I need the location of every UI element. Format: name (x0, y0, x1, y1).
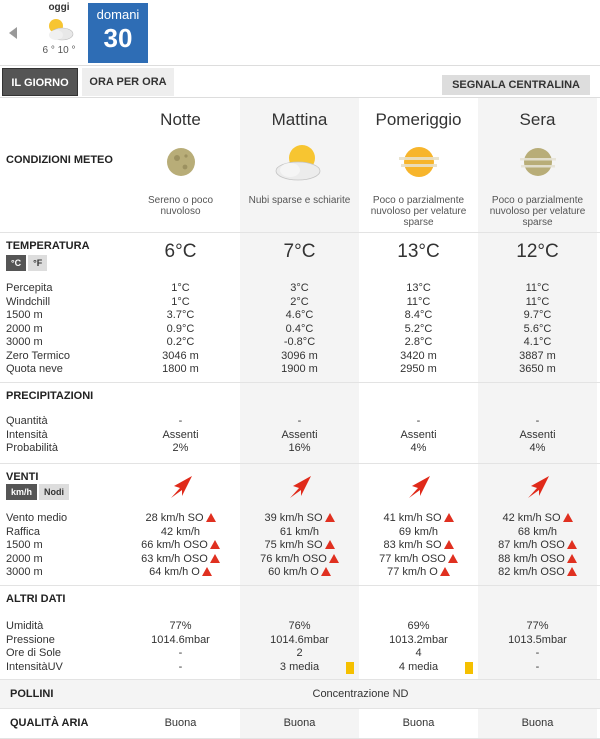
wind-value-row (240, 553, 359, 567)
today-card[interactable] (34, 2, 84, 56)
wind-value-row (478, 526, 597, 540)
wind-value: 75 km/h SO (264, 539, 323, 551)
wind-value: 61 km/h (279, 525, 320, 538)
warning-icon (448, 554, 458, 563)
wind-labels: Vento medio Raffica 1500 m 2000 m 3000 m (6, 512, 68, 578)
condition-text-sera: Poco o parzialmente nuvoloso per velature sparse (489, 195, 586, 228)
air-quality-title: QUALITÀ ARIA (10, 717, 89, 729)
today-temps: 6 ° 10 ° (42, 45, 76, 56)
wind-value: 39 km/h SO (264, 512, 323, 524)
other-values-mattina: 76% 1014.6mbar 2 3 media (270, 620, 329, 673)
wind-section (0, 464, 600, 586)
period-notte: Notte (160, 110, 201, 129)
air-quality-mattina: Buona (283, 717, 316, 729)
wind-value: 41 km/h SO (383, 512, 442, 524)
pollen-title: POLLINI (10, 688, 54, 700)
tab-ora-per-ora[interactable]: ORA PER ORA (82, 68, 174, 96)
wind-title: VENTI (6, 471, 39, 483)
uv-level-indicator (346, 662, 354, 674)
air-quality-sera: Buona (521, 717, 554, 729)
wind-direction-arrow-icon (406, 474, 432, 500)
wind-value: 42 km/h SO (502, 512, 561, 524)
label-windchill: Windchill (6, 295, 51, 308)
warning-icon (325, 513, 335, 522)
other-values-sera: 77% 1013.5mbar - - (508, 620, 567, 673)
tab-il-giorno[interactable]: IL GIORNO (2, 68, 78, 96)
warning-icon (329, 554, 339, 563)
precipitation-values-sera: - Assenti 4% (519, 415, 556, 454)
wind-values-notte (121, 512, 240, 580)
warning-icon (444, 513, 454, 522)
warning-icon (206, 513, 216, 522)
period-sera: Sera (519, 110, 556, 129)
report-station-button[interactable]: SEGNALA CENTRALINA (442, 75, 590, 95)
pollen-section (0, 680, 600, 709)
wind-value-row (359, 512, 478, 526)
previous-day-arrow-icon[interactable] (9, 27, 17, 39)
main-temp-pomeriggio: 13°C (397, 241, 440, 262)
main-temp-notte: 6°C (164, 241, 197, 262)
wind-value: 28 km/h SO (145, 512, 204, 524)
warning-icon (325, 540, 335, 549)
air-quality-pomeriggio: Buona (402, 717, 435, 729)
warning-icon (202, 567, 212, 576)
wind-value-row (121, 526, 240, 540)
wind-value-row (121, 512, 240, 526)
conditions-title: CONDIZIONI METEO (6, 154, 113, 166)
unit-kmh-button[interactable]: km/h (6, 484, 37, 500)
unit-celsius-button[interactable]: °C (6, 255, 26, 271)
condition-text-mattina: Nubi sparse e schiarite (248, 195, 351, 206)
unit-knots-button[interactable]: Nodi (39, 484, 69, 500)
wind-value: 66 km/h OSO (141, 539, 208, 551)
wind-value-row (478, 566, 597, 580)
warning-icon (210, 540, 220, 549)
wind-value: 77 km/h OSO (379, 552, 446, 565)
wind-value: 77 km/h O (387, 566, 438, 578)
temperature-labels (6, 282, 70, 377)
tomorrow-day-number: 30 (103, 23, 133, 53)
warning-icon (567, 540, 577, 549)
sun-cloud-icon (42, 15, 76, 43)
wind-value-row (359, 539, 478, 553)
warning-icon (444, 540, 454, 549)
precipitation-title: PRECIPITAZIONI (6, 390, 94, 402)
precipitation-labels: Quantità Intensità Probabilità (6, 415, 58, 454)
wind-value: 82 km/h OSO (498, 566, 565, 578)
label-percepita: Percepita (6, 282, 53, 294)
precipitation-values-pomeriggio: - Assenti 4% (400, 415, 437, 454)
wind-value-row (359, 526, 478, 540)
label-2000m: 2000 m (6, 322, 43, 335)
main-temp-sera: 12°C (516, 241, 559, 262)
tomorrow-label: domani (96, 7, 140, 22)
temperature-values-mattina: 3°C 2°C 4.6°C 0.4°C -0.8°C 3096 m 1900 m (281, 282, 318, 375)
wind-value: 64 km/h O (149, 566, 200, 578)
conditions-section (0, 98, 600, 233)
temperature-title: TEMPERATURA (6, 240, 90, 252)
wind-value: 42 km/h (160, 525, 201, 538)
today-label: oggi (48, 2, 70, 13)
period-mattina: Mattina (271, 110, 328, 129)
other-values-pomeriggio: 69% 1013.2mbar 4 4 media (389, 620, 448, 673)
temperature-values-sera: 11°C 11°C 9.7°C 5.6°C 4.1°C 3887 m 3650 m (519, 282, 556, 375)
temperature-section (0, 233, 600, 383)
air-quality-section (0, 709, 600, 739)
condition-text-pomeriggio: Poco o parzialmente nuvoloso per velature sparse (370, 195, 467, 228)
wind-values-sera (478, 512, 597, 580)
wind-values-pomeriggio (359, 512, 478, 580)
wind-value-row (240, 566, 359, 580)
warning-icon (563, 513, 573, 522)
pollen-value: Concentrazione ND (312, 688, 409, 700)
period-pomeriggio: Pomeriggio (375, 110, 462, 129)
wind-values-mattina (240, 512, 359, 580)
other-values-notte: 77% 1014.6mbar - - (151, 620, 210, 673)
label-3000m: 3000 m (6, 336, 43, 348)
warning-icon (210, 554, 220, 563)
wind-value: 76 km/h OSO (260, 552, 327, 565)
condition-text-notte: Sereno o poco nuvoloso (147, 195, 214, 217)
unit-fahrenheit-button[interactable]: °F (28, 255, 47, 271)
day-navigator (0, 0, 600, 66)
wind-value: 69 km/h (398, 525, 439, 538)
label-quota-neve: Quota neve (6, 363, 63, 375)
wind-value-row (121, 539, 240, 553)
sun-cloud-icon (270, 140, 330, 184)
precipitation-values-notte: - Assenti 2% (162, 415, 199, 454)
wind-direction-arrow-icon (168, 474, 194, 500)
other-data-section (0, 586, 600, 680)
label-1500m: 1500 m (6, 309, 43, 321)
wind-value: 68 km/h (517, 525, 558, 538)
uv-level-indicator (465, 662, 473, 674)
air-quality-notte: Buona (164, 717, 197, 729)
wind-value: 83 km/h SO (383, 539, 442, 551)
wind-value-row (359, 553, 478, 567)
hazy-sun-icon (389, 140, 449, 184)
warning-icon (321, 567, 331, 576)
other-data-title: ALTRI DATI (6, 593, 66, 605)
temperature-values-notte: 1°C 1°C 3.7°C 0.9°C 0.2°C 3046 m 1800 m (162, 282, 199, 375)
wind-value-row (478, 512, 597, 526)
view-tabs (0, 66, 600, 98)
precipitation-values-mattina: - Assenti 16% (281, 415, 318, 454)
wind-value: 60 km/h O (268, 566, 319, 578)
wind-unit-toggle (6, 484, 71, 500)
wind-value-row (240, 512, 359, 526)
main-temp-mattina: 7°C (283, 241, 316, 262)
wind-value: 88 km/h OSO (498, 552, 565, 565)
wind-value-row (121, 566, 240, 580)
wind-value: 63 km/h OSO (141, 552, 208, 565)
wind-direction-arrow-icon (525, 474, 551, 500)
other-labels: Umidità Pressione Ore di Sole IntensitàUV (6, 620, 63, 673)
warning-icon (567, 567, 577, 576)
wind-value-row (121, 553, 240, 567)
wind-direction-arrow-icon (287, 474, 313, 500)
wind-value-row (240, 526, 359, 540)
warning-icon (440, 567, 450, 576)
wind-value-row (240, 539, 359, 553)
wind-value-row (478, 539, 597, 553)
precipitation-section (0, 383, 600, 464)
temperature-unit-toggle (6, 255, 49, 271)
temperature-values-pomeriggio: 13°C 11°C 8.4°C 5.2°C 2.8°C 3420 m 2950 m (400, 282, 437, 375)
warning-icon (567, 554, 577, 563)
tomorrow-card[interactable] (88, 3, 148, 63)
label-zero-termico: Zero Termico (6, 349, 70, 362)
hazy-moon-icon (508, 140, 568, 184)
wind-value-row (478, 553, 597, 567)
moon-icon (151, 140, 211, 184)
wind-value-row (359, 566, 478, 580)
wind-value: 87 km/h OSO (498, 539, 565, 551)
